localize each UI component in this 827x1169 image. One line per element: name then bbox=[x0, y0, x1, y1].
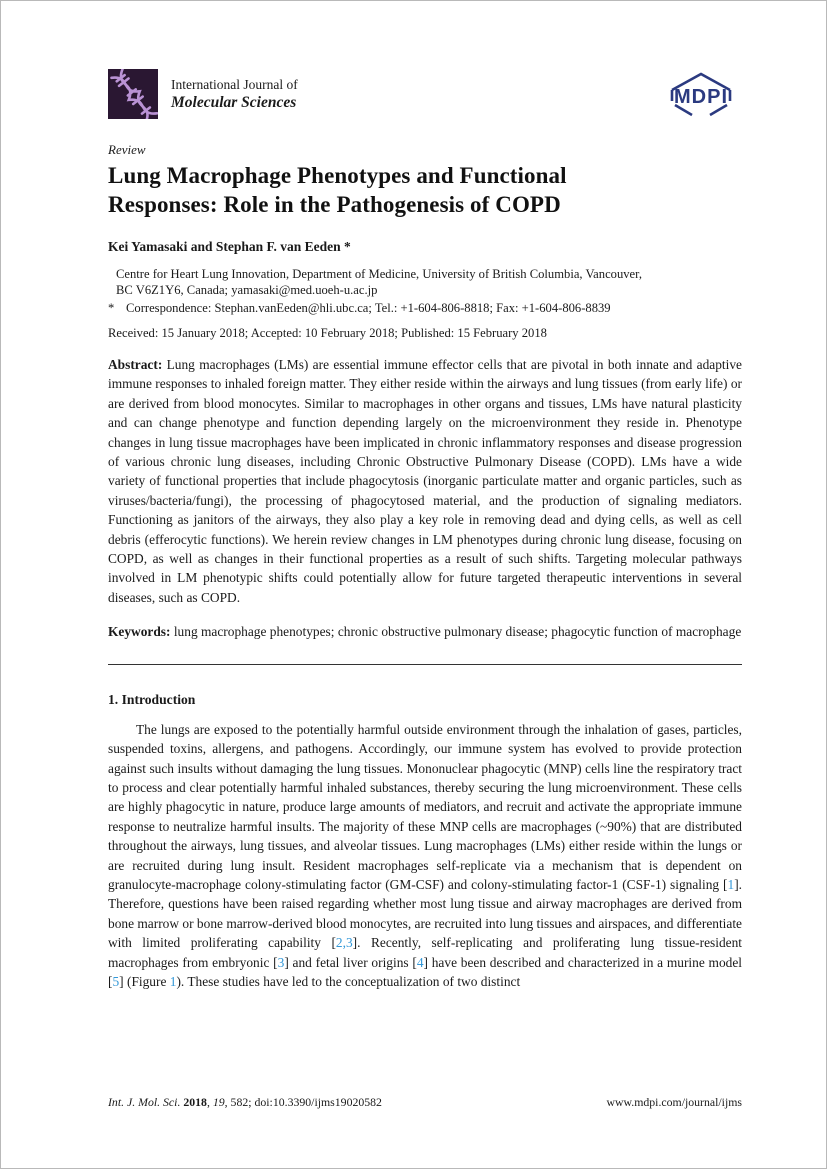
paper-title-line1: Lung Macrophage Phenotypes and Functional bbox=[108, 163, 567, 188]
authors-line: Kei Yamasaki and Stephan F. van Eeden * bbox=[108, 239, 351, 254]
page-footer bbox=[108, 1095, 742, 1110]
keywords-text: lung macrophage phenotypes; chronic obstructive pulmonary disease; phagocytic function of macrophage bbox=[170, 624, 742, 640]
text-segment: ] (Figure bbox=[119, 973, 170, 989]
footer-citation bbox=[108, 1095, 382, 1110]
journal-name bbox=[171, 77, 298, 112]
mdpi-logo-icon bbox=[660, 69, 742, 121]
article-type-label: Review bbox=[108, 142, 146, 157]
affiliation-block bbox=[108, 266, 742, 298]
affiliation-line1: Centre for Heart Lung Innovation, Department of Medicine, University of British Columbia, Vancouver, bbox=[116, 267, 642, 281]
text-segment: , bbox=[206, 1095, 213, 1109]
text-segment: 2018 bbox=[183, 1095, 207, 1109]
introduction-paragraph bbox=[108, 720, 742, 992]
text-segment: 19 bbox=[212, 1095, 225, 1109]
affiliation-line2: BC V6Z1Y6, Canada; yamasaki@med.uoeh-u.ac.jp bbox=[116, 283, 378, 297]
keywords-label: Keywords: bbox=[108, 624, 171, 640]
citation-link[interactable]: 1 bbox=[169, 973, 177, 989]
page-header bbox=[108, 69, 742, 121]
abstract-text: Lung macrophages (LMs) are essential immune effector cells that are pivotal in both innate and adaptive immune responses to inhaled foreign matter. They either reside within the airways and lung tissues (from early life) or are derived from blood monocytes. Similar to macrophages in other organs and tissues, LMs have natural plasticity and can change phenotype and function depending largely on the microenvironment they reside in. Phenotype changes in lung tissue macrophages have been implicated in chronic inflammatory responses and disease progression of various chronic lung diseases, including Chronic Obstructive Pulmonary Disease (COPD). LMs have a wide variety of functional properties that include phagocytosis (inorganic particulate matter and organic particles, such as viruses/bacteria/fungi), the processing of phagocytosed material, and the production of signaling mediators. Functioning as janitors of the airways, they also play a key role in removing dead and dying cells, as well as cell debris (efferocytic functions). We herein review changes in LM phenotypes during chronic lung disease, focusing on COPD, as well as changes in their functional properties as a result of such shifts. Targeting molecular pathways involved in LM phenotypic shifts could potentially allow for future targeted therapeutic interventions in several diseases, such as COPD. bbox=[108, 357, 742, 605]
text-segment: ). These studies have led to the conceptualization of two distinct bbox=[176, 973, 521, 989]
text-segment: , 582; doi:10.3390/ijms19020582 bbox=[224, 1095, 382, 1109]
abstract-paragraph bbox=[108, 355, 742, 607]
citation-link[interactable]: 1 bbox=[727, 876, 735, 892]
abstract-label: Abstract: bbox=[108, 357, 163, 372]
text-segment: ] and fetal liver origins [ bbox=[284, 954, 417, 970]
citation-link[interactable]: 3 bbox=[277, 954, 285, 970]
text-segment: ]. Recently, self-replicating and proliferating lung tissue-resident macrophages from embryonic [ bbox=[108, 935, 742, 970]
correspondence-line bbox=[108, 300, 742, 316]
page-content bbox=[108, 69, 742, 991]
section-heading-introduction: 1. Introduction bbox=[108, 691, 196, 707]
ijms-dna-logo-icon bbox=[108, 69, 158, 119]
correspondence-marker: * bbox=[108, 301, 115, 315]
journal-brand bbox=[108, 69, 298, 119]
keywords-paragraph bbox=[108, 622, 742, 641]
correspondence-text: Correspondence: Stephan.vanEeden@hli.ubc.ca; Tel.: +1-604-806-8818; Fax: +1-604-806-8839 bbox=[126, 301, 611, 315]
paper-title-line2: Responses: Role in the Pathogenesis of COPD bbox=[108, 192, 561, 217]
text-segment: Int. J. Mol. Sci. bbox=[108, 1095, 184, 1109]
citation-link[interactable]: 2,3 bbox=[335, 935, 353, 951]
footer-journal-url: www.mdpi.com/journal/ijms bbox=[606, 1095, 742, 1109]
text-segment: ] have been described and characterized in a murine model [ bbox=[108, 954, 742, 989]
journal-name-line1: International Journal of bbox=[171, 76, 298, 92]
citation-link[interactable]: 4 bbox=[416, 954, 424, 970]
dates-line: Received: 15 January 2018; Accepted: 10 February 2018; Published: 15 February 2018 bbox=[108, 326, 547, 340]
text-segment: The lungs are exposed to the potentially harmful outside environment through the inhalation of gases, particles, suspended toxins, allergens, and pathogens. Accordingly, our immune system has evolved to provide protection against such insults without damaging the lung tissues. Mononuclear phagocytic (MNP) cells line the respiratory tract to process and clear potentially harmful inhaled substances, thereby securing the lung microenvironment. These cells are highly phagocytic in nature, produce large amounts of mediators, and recruit and activate the appropriate immune response to neutralize harmful insults. The majority of these MNP cells are macrophages (~90%) that are distributed throughout the airways, lung tissues, and alveolar tissues. Lung macrophages (LMs) either reside within the lungs or are recruited during lung insult. Resident macrophages self-replicate via a mechanism that is dependent on granulocyte-macrophage colony-stimulating factor (GM-CSF) and colony-stimulating factor-1 (CSF-1) signaling [ bbox=[108, 721, 742, 892]
mdpi-wordmark: MDPI bbox=[674, 86, 728, 108]
text-segment: ]. Therefore, questions have been raised regarding whether most lung tissue and airway macrophages are derived from bone marrow or bone marrow-derived blood monocytes, are recruited into lung tissues and airspaces, and differentiate with limited proliferating capability [ bbox=[108, 876, 742, 951]
citation-link[interactable]: 5 bbox=[112, 973, 120, 989]
journal-name-line2: Molecular Sciences bbox=[171, 93, 297, 111]
paper-title bbox=[108, 161, 742, 219]
section-divider bbox=[108, 664, 742, 665]
